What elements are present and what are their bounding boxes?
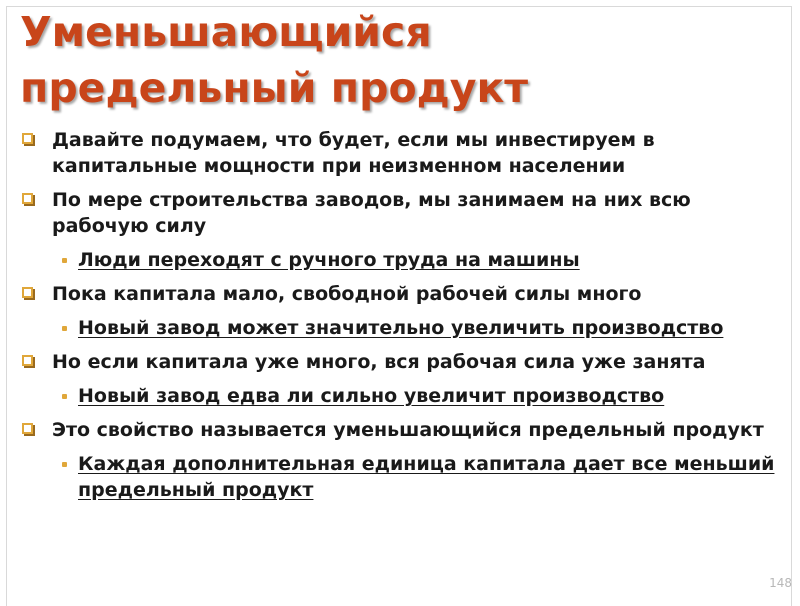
square-bullet-icon [22,133,33,144]
bullet-text: Это свойство называется уменьшающийся предельный продукт [52,419,764,441]
sub-bullet-item [20,315,785,341]
bullet-text: Но если капитала уже много, вся рабочая сила уже занята [52,351,706,373]
bullet-list [20,127,785,511]
dot-bullet-icon [62,394,67,399]
sub-bullet-item [20,451,785,503]
sub-bullet-item [20,247,785,273]
square-bullet-icon [22,193,33,204]
bullet-item [20,281,785,307]
sub-bullet-item [20,383,785,409]
title-line-1: Уменьшающийся [20,8,432,56]
square-bullet-icon [22,423,33,434]
title-line-2: предельный продукт [20,64,529,112]
sub-bullet-text: Новый завод может значительно увеличить производство [78,317,724,339]
dot-bullet-icon [62,462,67,467]
square-bullet-icon [22,287,33,298]
bullet-text: Пока капитала мало, свободной рабочей силы много [52,283,642,305]
sub-bullet-text: Каждая дополнительная единица капитала дает все меньший предельный продукт [78,453,775,501]
page-number: 148 [769,576,792,590]
dot-bullet-icon [62,258,67,263]
sub-bullet-text: Новый завод едва ли сильно увеличит производство [78,385,665,407]
bullet-text: Давайте подумаем, что будет, если мы инвестируем в капитальные мощности при неизменном населении [52,129,655,177]
bullet-item [20,417,785,443]
sub-bullet-text: Люди переходят с ручного труда на машины [78,249,580,271]
square-bullet-icon [22,355,33,366]
dot-bullet-icon [62,326,67,331]
slide-title [20,4,780,116]
bullet-item [20,127,785,179]
bullet-text: По мере строительства заводов, мы занимаем на них всю рабочую силу [52,189,691,237]
bullet-item [20,187,785,239]
bullet-item [20,349,785,375]
